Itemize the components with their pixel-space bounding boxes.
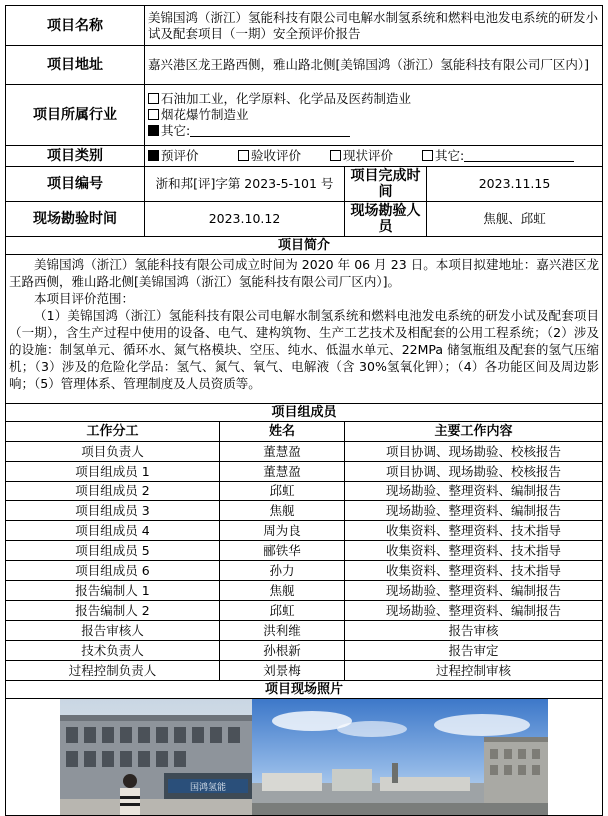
team-member-name: 孙根新 xyxy=(220,641,345,661)
industry-option-2: 烟花爆竹制造业 xyxy=(148,107,599,123)
intro-paragraph-3: （1）美锦国鸿（浙江）氢能科技有限公司电解水制氢系统和燃料电池发电系统的研发小试及配套项目（一期），含生产过程中使用的设备、电气、建构筑物、生产工艺技术及相配套的公用工程系统；（2）涉及的设施：制氢单元、循环水、氮气格模块、空压、纯水、低温水单元、22MPa 储氢瓶组及配套的氢气压缩机；（3）涉及的危险化学品：氢气、氮气、氧气、电解液（含 30%氢氧化钾）；（4）各功能区间及周边影响；（5）管理体系、管理制度及人员资质等。 xyxy=(9,308,600,391)
team-work-content: 过程控制审核 xyxy=(345,661,603,681)
table-row xyxy=(6,661,603,681)
team-role: 项目组成员 3 xyxy=(6,501,220,521)
checkbox-checked-icon xyxy=(148,150,159,161)
plant-photo-image xyxy=(252,699,548,815)
team-header-row xyxy=(6,422,603,442)
team-member-name: 洪利维 xyxy=(220,621,345,641)
team-member-name: 焦舰 xyxy=(220,581,345,601)
row-industry xyxy=(6,85,603,146)
row-intro-title xyxy=(6,237,603,255)
fill-in-blank xyxy=(190,136,350,137)
row-survey xyxy=(6,202,603,237)
row-intro-body xyxy=(6,255,603,404)
team-member-name: 董慧盈 xyxy=(220,462,345,482)
company-sign-text: 国鸿氢能 xyxy=(189,783,227,793)
table-row xyxy=(6,601,603,621)
person-body xyxy=(120,788,140,815)
team-member-name: 邱虹 xyxy=(220,601,345,621)
team-role: 技术负责人 xyxy=(6,641,220,661)
surveyors-value: 焦舰、邱虹 xyxy=(427,202,603,237)
project-name-label: 项目名称 xyxy=(6,6,145,46)
team-member-name: 郦铁华 xyxy=(220,541,345,561)
team-role: 报告编制人 1 xyxy=(6,581,220,601)
category-option-acceptance: 验收评价 xyxy=(238,148,330,164)
team-role: 报告编制人 2 xyxy=(6,601,220,621)
fill-in-blank xyxy=(464,161,574,162)
team-member-name: 董慧盈 xyxy=(220,442,345,462)
survey-time-value: 2023.10.12 xyxy=(145,202,345,237)
team-member-name: 周为良 xyxy=(220,521,345,541)
table-row xyxy=(6,521,603,541)
row-project-address xyxy=(6,46,603,85)
person-head xyxy=(123,774,137,788)
industry-label: 项目所属行业 xyxy=(6,85,145,146)
industry-options xyxy=(145,85,603,146)
table-row xyxy=(6,541,603,561)
site-photo-building xyxy=(60,699,252,815)
team-work-content: 收集资料、整理资料、技术指导 xyxy=(345,521,603,541)
industry-option-other: 其它: xyxy=(148,123,599,139)
team-role: 项目组成员 4 xyxy=(6,521,220,541)
row-photos xyxy=(6,699,603,816)
project-address-label: 项目地址 xyxy=(6,46,145,85)
site-photo-plant xyxy=(252,699,548,815)
table-row xyxy=(6,482,603,501)
checkbox-icon xyxy=(422,150,433,161)
team-member-name: 焦舰 xyxy=(220,501,345,521)
row-project-name xyxy=(6,6,603,46)
table-row xyxy=(6,561,603,581)
table-row xyxy=(6,442,603,462)
completion-time-value: 2023.11.15 xyxy=(427,167,603,202)
photos-cell xyxy=(6,699,603,816)
row-project-number xyxy=(6,167,603,202)
project-number-label: 项目编号 xyxy=(6,167,145,202)
team-work-content: 现场勘验、整理资料、编制报告 xyxy=(345,601,603,621)
team-work-content: 收集资料、整理资料、技术指导 xyxy=(345,561,603,581)
row-category xyxy=(6,146,603,167)
team-work-content: 收集资料、整理资料、技术指导 xyxy=(345,541,603,561)
checkbox-checked-icon xyxy=(148,125,159,136)
team-header-name: 姓名 xyxy=(220,422,345,442)
project-number-value: 浙和邦[评]字第 2023-5-101 号 xyxy=(145,167,345,202)
team-work-content: 报告审核 xyxy=(345,621,603,641)
category-option-other: 其它: xyxy=(422,148,574,163)
team-role: 项目负责人 xyxy=(6,442,220,462)
team-role: 过程控制负责人 xyxy=(6,661,220,681)
team-member-name: 刘景梅 xyxy=(220,661,345,681)
team-work-content: 现场勘验、整理资料、编制报告 xyxy=(345,501,603,521)
photos-section-title: 项目现场照片 xyxy=(6,681,603,699)
category-option-pre: 预评价 xyxy=(148,148,238,164)
team-member-name: 孙力 xyxy=(220,561,345,581)
table-row xyxy=(6,621,603,641)
team-member-name: 邱虹 xyxy=(220,482,345,501)
team-role: 项目组成员 5 xyxy=(6,541,220,561)
table-row xyxy=(6,501,603,521)
team-work-content: 项目协调、现场勘验、校核报告 xyxy=(345,442,603,462)
team-work-content: 报告审定 xyxy=(345,641,603,661)
team-work-content: 项目协调、现场勘验、校核报告 xyxy=(345,462,603,482)
checkbox-icon xyxy=(148,109,159,120)
category-options xyxy=(145,146,603,167)
team-role: 报告审核人 xyxy=(6,621,220,641)
project-address-value: 嘉兴港区龙王路西侧，雅山路北侧[美锦国鸿（浙江）氢能科技有限公司厂区内）] xyxy=(145,46,603,85)
team-work-content: 现场勘验、整理资料、编制报告 xyxy=(345,482,603,501)
checkbox-icon xyxy=(238,150,249,161)
intro-paragraph-1: 美锦国鸿（浙江）氢能科技有限公司成立时间为 2020 年 06 月 23 日。本项目拟建地址：嘉兴港区龙王路西侧，雅山路北侧[美锦国鸿（浙江）氢能科技有限公司厂区内）]。 xyxy=(9,257,600,289)
team-role: 项目组成员 2 xyxy=(6,482,220,501)
category-option-status: 现状评价 xyxy=(330,148,422,164)
building-photo-image xyxy=(60,699,252,815)
intro-section-title: 项目简介 xyxy=(6,237,603,255)
row-photos-title xyxy=(6,681,603,699)
table-row xyxy=(6,641,603,661)
table-row xyxy=(6,581,603,601)
team-work-content: 现场勘验、整理资料、编制报告 xyxy=(345,581,603,601)
completion-time-label: 项目完成时间 xyxy=(345,167,427,202)
team-section-title: 项目组成员 xyxy=(6,404,603,422)
row-team-title xyxy=(6,404,603,422)
intro-paragraph-2: 本项目评价范围： xyxy=(34,291,135,306)
checkbox-icon xyxy=(330,150,341,161)
team-header-work: 主要工作内容 xyxy=(345,422,603,442)
checkbox-icon xyxy=(148,93,159,104)
project-info-table xyxy=(5,5,603,816)
category-label: 项目类别 xyxy=(6,146,145,167)
table-row xyxy=(6,462,603,482)
project-name-value: 美锦国鸿（浙江）氢能科技有限公司电解水制氢系统和燃料电池发电系统的研发小试及配套项目（一期）安全预评价报告 xyxy=(145,6,603,46)
team-role: 项目组成员 1 xyxy=(6,462,220,482)
team-header-role: 工作分工 xyxy=(6,422,220,442)
survey-time-label: 现场勘验时间 xyxy=(6,202,145,237)
intro-body xyxy=(6,255,603,404)
surveyors-label: 现场勘验人员 xyxy=(345,202,427,237)
team-role: 项目组成员 6 xyxy=(6,561,220,581)
industry-option-1: 石油加工业，化学原料、化学品及医药制造业 xyxy=(148,91,599,107)
